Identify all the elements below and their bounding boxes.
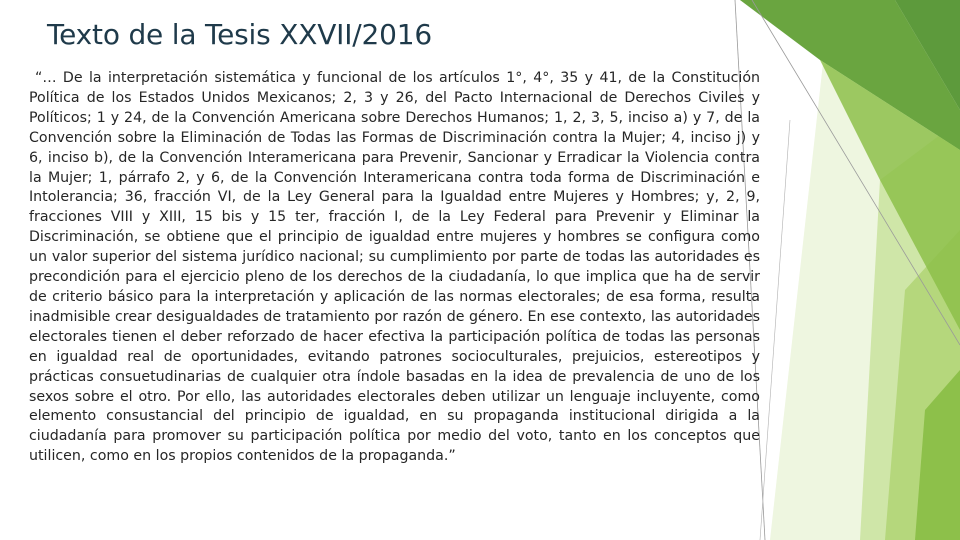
slide-title: Texto de la Tesis XXVII/2016 xyxy=(47,18,432,51)
quote-text: “… De la interpretación sistemática y funcional de los artículos 1°, 4°, 35 y 41, de la Constitución Política de los Estados Unidos Mexicanos; 2, 3 y 26, del Pacto Internacional de Derechos Civiles y Políticos; 1 y 24, de la Convención Americana sobre Derechos Humanos; 1, 2, 3, 5, inciso a) y 7, de la Convención sobre la Eliminación de Todas las Formas de Discriminación contra la Mujer; 4, inciso j) y 6, inciso b), de la Convención Interamericana para Prevenir, Sancionar y Erradicar la Violencia contra la Mujer; 1, párrafo 2, y 6, de la Convención Interamericana contra toda forma de Discriminación e Intolerancia; 36, fracción VI, de la Ley General para la Igualdad entre Mujeres y Hombres; y, 2, 9, fracciones VIII y XIII, 15 bis y 15 ter, fracción I, de la Ley Federal para Prevenir y Eliminar la Discriminación, se obtiene que el principio de igualdad entre mujeres y hombres se configura como un valor superior del sistema jurídico nacional; su cumplimiento por parte de todas las autoridades es precondición para el ejercicio pleno de los derechos de la ciudadanía, lo que implica que ha de servir de criterio básico para la interpretación y aplicación de las normas electorales; de esa forma, resulta inadmisible crear desigualdades de tratamiento por razón de género. En ese contexto, las autoridades electorales tienen el deber reforzado de hacer efectiva la participación política de todas las personas en igualdad real de oportunidades, evitando patrones socioculturales, prejuicios, estereotipos y prácticas consuetudinarias de cualquier otra índole basadas en la idea de prevalencia de uno de los sexos sobre el otro. Por ello, las autoridades electorales deben utilizar un lenguaje incluyente, como elemento consustancial del principio de igualdad, en su propaganda institucional dirigida a la ciudadanía para promover su participación política por medio del voto, tanto en los conceptos que utilicen, como en los propios contenidos de la propaganda.” xyxy=(29,70,760,465)
